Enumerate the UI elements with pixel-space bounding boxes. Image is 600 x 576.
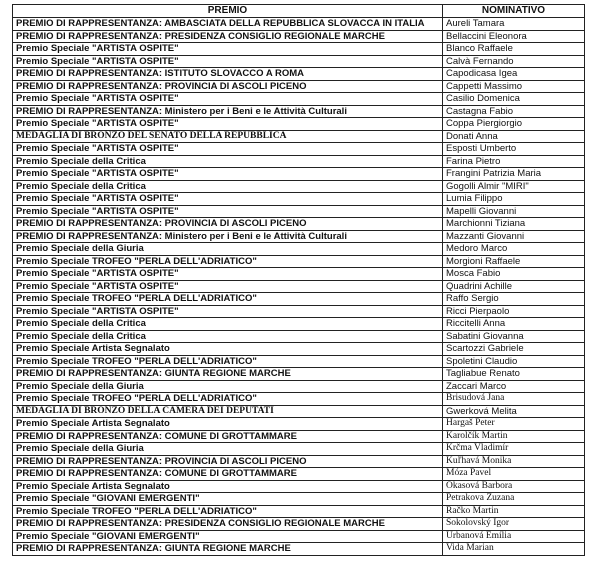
award-cell: Premio Speciale della Critica — [13, 318, 443, 331]
nominee-cell: Račko Martin — [443, 505, 585, 518]
nominee-cell: Brisudová Jana — [443, 393, 585, 406]
nominee-cell: Aureli Tamara — [443, 18, 585, 31]
award-cell: Premio Speciale TROFEO "PERLA DELL'ADRIATICO" — [13, 293, 443, 306]
table-row — [13, 218, 585, 231]
nominee-cell: Farina Pietro — [443, 155, 585, 168]
nominee-cell: Marchionni Tiziana — [443, 218, 585, 231]
award-cell: Premio Speciale della Critica — [13, 330, 443, 343]
award-cell: Premio Speciale "ARTISTA OSPITE" — [13, 193, 443, 206]
table-row — [13, 430, 585, 443]
table-row — [13, 518, 585, 531]
nominee-cell: Cappetti Massimo — [443, 80, 585, 93]
nominee-cell: Okasová Barbora — [443, 480, 585, 493]
award-cell: Premio Speciale TROFEO "PERLA DELL'ADRIATICO" — [13, 255, 443, 268]
table-row — [13, 130, 585, 143]
award-cell: Premio Speciale "ARTISTA OSPITE" — [13, 268, 443, 281]
table-row — [13, 80, 585, 93]
table-row — [13, 18, 585, 31]
award-cell: PREMIO DI RAPPRESENTANZA: PRESIDENZA CONSIGLIO REGIONALE MARCHE — [13, 30, 443, 43]
award-cell: PREMIO DI RAPPRESENTANZA: Ministero per i Beni e le Attività Culturali — [13, 230, 443, 243]
nominee-cell: Sokolovský Igor — [443, 518, 585, 531]
nominee-cell: Gwerková Melita — [443, 405, 585, 418]
table-row — [13, 93, 585, 106]
nominee-cell: Blanco Raffaele — [443, 43, 585, 56]
award-cell: Premio Speciale Artista Segnalato — [13, 418, 443, 431]
column-header-premio: PREMIO — [13, 5, 443, 18]
nominee-cell: Medoro Marco — [443, 243, 585, 256]
award-cell: PREMIO DI RAPPRESENTANZA: PRESIDENZA CONSIGLIO REGIONALE MARCHE — [13, 518, 443, 531]
table-header-row — [13, 5, 585, 18]
award-cell: PREMIO DI RAPPRESENTANZA: AMBASCIATA DELLA REPUBBLICA SLOVACCA IN ITALIA — [13, 18, 443, 31]
column-header-nominativo: NOMINATIVO — [443, 5, 585, 18]
award-cell: Premio Speciale della Giuria — [13, 243, 443, 256]
nominee-cell: Calvà Fernando — [443, 55, 585, 68]
nominee-cell: Krčma Vladimír — [443, 443, 585, 456]
nominee-cell: Morgioni Raffaele — [443, 255, 585, 268]
award-cell: Premio Speciale "ARTISTA OSPITE" — [13, 93, 443, 106]
table-row — [13, 380, 585, 393]
award-cell: PREMIO DI RAPPRESENTANZA: PROVINCIA DI ASCOLI PICENO — [13, 218, 443, 231]
award-cell: Premio Speciale TROFEO "PERLA DELL'ADRIATICO" — [13, 355, 443, 368]
nominee-cell: Hargaš Peter — [443, 418, 585, 431]
award-cell: Premio Speciale Artista Segnalato — [13, 343, 443, 356]
award-cell: PREMIO DI RAPPRESENTANZA: GIUNTA REGIONE MARCHE — [13, 543, 443, 556]
table-row — [13, 468, 585, 481]
table-row — [13, 480, 585, 493]
nominee-cell: Esposti Umberto — [443, 143, 585, 156]
table-row — [13, 205, 585, 218]
table-row — [13, 280, 585, 293]
award-cell: Premio Speciale della Giuria — [13, 443, 443, 456]
nominee-cell: Castagna Fabio — [443, 105, 585, 118]
table-row — [13, 118, 585, 131]
nominee-cell: Tagliabue Renato — [443, 368, 585, 381]
table-row — [13, 443, 585, 456]
table-row — [13, 255, 585, 268]
table-row — [13, 455, 585, 468]
table-row — [13, 268, 585, 281]
award-cell: Premio Speciale "GIOVANI EMERGENTI" — [13, 493, 443, 506]
nominee-cell: Gogolli Almir "MIRI" — [443, 180, 585, 193]
nominee-cell: Mazzanti Giovanni — [443, 230, 585, 243]
nominee-cell: Petrakova Zuzana — [443, 493, 585, 506]
nominee-cell: Ricci Pierpaolo — [443, 305, 585, 318]
table-row — [13, 305, 585, 318]
table-row — [13, 493, 585, 506]
table-row — [13, 368, 585, 381]
award-cell: Premio Speciale "ARTISTA OSPITE" — [13, 280, 443, 293]
table-row — [13, 55, 585, 68]
table-row — [13, 230, 585, 243]
nominee-cell: Mapelli Giovanni — [443, 205, 585, 218]
award-cell: Premio Speciale "ARTISTA OSPITE" — [13, 43, 443, 56]
table-row — [13, 155, 585, 168]
nominee-cell: Quadrini Achille — [443, 280, 585, 293]
award-cell: PREMIO DI RAPPRESENTANZA: GIUNTA REGIONE MARCHE — [13, 368, 443, 381]
award-cell: Premio Speciale "GIOVANI EMERGENTI" — [13, 530, 443, 543]
award-cell: PREMIO DI RAPPRESENTANZA: COMUNE DI GROTTAMMARE — [13, 468, 443, 481]
award-cell: Premio Speciale della Critica — [13, 180, 443, 193]
table-row — [13, 68, 585, 81]
nominee-cell: Zaccari Marco — [443, 380, 585, 393]
table-row — [13, 293, 585, 306]
table-row — [13, 105, 585, 118]
nominee-cell: Sabatini Giovanna — [443, 330, 585, 343]
award-cell: Premio Speciale "ARTISTA OSPITE" — [13, 118, 443, 131]
nominee-cell: Capodicasa Igea — [443, 68, 585, 81]
table-row — [13, 530, 585, 543]
awards-table — [12, 4, 585, 556]
table-row — [13, 180, 585, 193]
award-cell: Premio Speciale "ARTISTA OSPITE" — [13, 143, 443, 156]
award-cell: PREMIO DI RAPPRESENTANZA: PROVINCIA DI ASCOLI PICENO — [13, 80, 443, 93]
table-row — [13, 405, 585, 418]
award-cell: Premio Speciale "ARTISTA OSPITE" — [13, 55, 443, 68]
nominee-cell: Vida Marian — [443, 543, 585, 556]
awards-table-body — [13, 5, 585, 556]
nominee-cell: Karolčík Martin — [443, 430, 585, 443]
table-row — [13, 343, 585, 356]
nominee-cell: Lumia Filippo — [443, 193, 585, 206]
award-cell: Premio Speciale della Giuria — [13, 380, 443, 393]
nominee-cell: Urbanová Emília — [443, 530, 585, 543]
award-cell: Premio Speciale "ARTISTA OSPITE" — [13, 205, 443, 218]
award-cell: Premio Speciale "ARTISTA OSPITE" — [13, 168, 443, 181]
table-row — [13, 330, 585, 343]
award-cell: PREMIO DI RAPPRESENTANZA: COMUNE DI GROTTAMMARE — [13, 430, 443, 443]
table-row — [13, 318, 585, 331]
table-row — [13, 543, 585, 556]
award-cell: MEDAGLIA DI BRONZO DELLA CAMERA DEI DEPUTATI — [13, 405, 443, 418]
award-cell: PREMIO DI RAPPRESENTANZA: PROVINCIA DI ASCOLI PICENO — [13, 455, 443, 468]
table-row — [13, 43, 585, 56]
table-row — [13, 143, 585, 156]
award-cell: Premio Speciale della Critica — [13, 155, 443, 168]
nominee-cell: Casilio Domenica — [443, 93, 585, 106]
nominee-cell: Donati Anna — [443, 130, 585, 143]
award-cell: Premio Speciale TROFEO "PERLA DELL'ADRIATICO" — [13, 505, 443, 518]
nominee-cell: Scartozzi Gabriele — [443, 343, 585, 356]
table-row — [13, 193, 585, 206]
table-row — [13, 505, 585, 518]
award-cell: PREMIO DI RAPPRESENTANZA: ISTITUTO SLOVACCO A ROMA — [13, 68, 443, 81]
nominee-cell: Bellaccini Eleonora — [443, 30, 585, 43]
nominee-cell: Móza Pavel — [443, 468, 585, 481]
award-cell: Premio Speciale TROFEO "PERLA DELL'ADRIATICO" — [13, 393, 443, 406]
table-row — [13, 30, 585, 43]
award-cell: PREMIO DI RAPPRESENTANZA: Ministero per i Beni e le Attività Culturali — [13, 105, 443, 118]
table-row — [13, 243, 585, 256]
table-row — [13, 418, 585, 431]
nominee-cell: Mosca Fabio — [443, 268, 585, 281]
table-row — [13, 355, 585, 368]
award-cell: MEDAGLIA DI BRONZO DEL SENATO DELLA REPUBBLICA — [13, 130, 443, 143]
nominee-cell: Coppa Piergiorgio — [443, 118, 585, 131]
nominee-cell: Kuľhavá Monika — [443, 455, 585, 468]
table-row — [13, 393, 585, 406]
nominee-cell: Raffo Sergio — [443, 293, 585, 306]
nominee-cell: Spoletini Claudio — [443, 355, 585, 368]
nominee-cell: Riccitelli Anna — [443, 318, 585, 331]
nominee-cell: Frangini Patrizia Maria — [443, 168, 585, 181]
award-cell: Premio Speciale Artista Segnalato — [13, 480, 443, 493]
award-cell: Premio Speciale "ARTISTA OSPITE" — [13, 305, 443, 318]
table-row — [13, 168, 585, 181]
